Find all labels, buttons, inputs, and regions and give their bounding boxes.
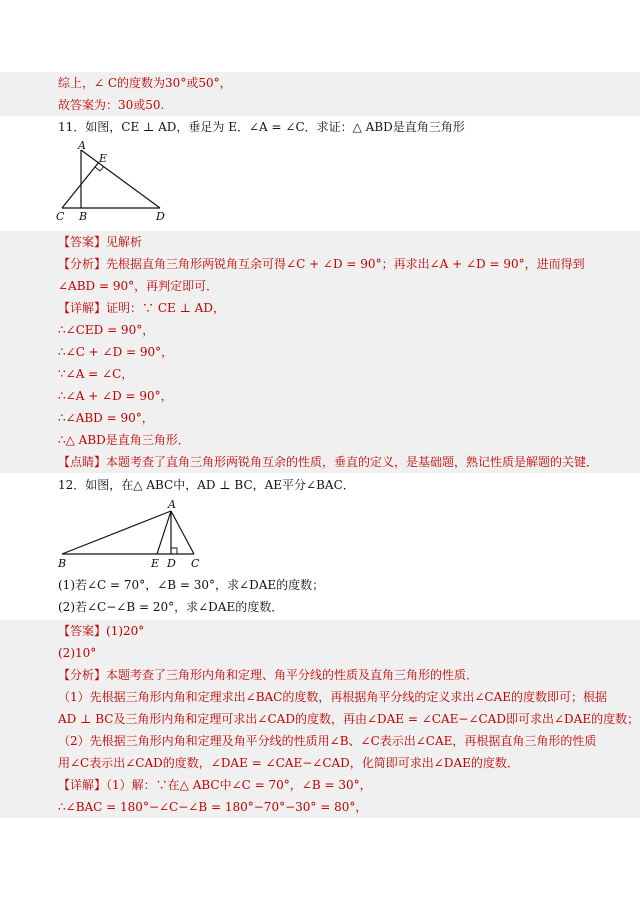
q12-analysis-line-1 <box>0 664 640 686</box>
q11-step-text-6: ∴△ ABD是直角三角形． <box>58 433 190 447</box>
q12-detail-tag: 【详解】 <box>58 778 107 792</box>
q11-detail-line <box>0 297 640 319</box>
q11-answer-text: 见解析 <box>106 235 143 249</box>
q11-step-5 <box>0 407 640 429</box>
q12-label-B: B <box>58 557 67 570</box>
q12-answer-line-1 <box>0 620 640 642</box>
prev-conclusion-line <box>0 72 640 94</box>
q12-label-A: A <box>168 498 176 511</box>
q12-answer-text-2: (2)10° <box>58 646 97 660</box>
q12-figure <box>52 496 212 572</box>
q11-step-text-5: ∴∠ABD = 90°， <box>58 411 154 425</box>
q11-step-6 <box>0 429 640 451</box>
q11-detail-text: 证明：∵ CE ⊥ AD， <box>106 301 225 315</box>
q11-comment-tag: 【点睛】 <box>58 455 107 469</box>
q12-analysis-text-1: 本题考查了三角形内角和定理、角平分线的性质及直角三角形的性质． <box>106 668 479 682</box>
q12-label-E: E <box>151 557 160 570</box>
q11-answer-tag: 【答案】 <box>58 235 107 249</box>
q11-label-A: A <box>78 140 86 152</box>
q11-detail-tag: 【详解】 <box>58 301 107 315</box>
q12-analysis-line-4 <box>0 730 640 752</box>
q12-analysis-text-2: （1）先根据三角形内角和定理求出∠BAC的度数，再根据角平分线的定义求出∠CAE的度数即可；根据 <box>58 690 608 704</box>
q12-analysis-line-2 <box>0 686 640 708</box>
q11-label-E: E <box>99 152 108 165</box>
q12-label-C: C <box>191 557 200 570</box>
q12-analysis-tag: 【分析】 <box>58 668 107 682</box>
q12-analysis-text-3: AD ⊥ BC及三角形内角和定理可求出∠CAD的度数，再由∠DAE = ∠CAE−∠CAD即可求出∠DAE的度数； <box>58 712 640 726</box>
q12-analysis-text-4: （2）先根据三角形内角和定理及角平分线的性质用∠B、∠C表示出∠CAE，再根据直角三角形的性质 <box>58 734 597 748</box>
q12-part2-text: (2)若∠C−∠B = 20°，求∠DAE的度数． <box>58 600 284 614</box>
q11-step-text-1: ∴∠CED = 90°， <box>58 323 155 337</box>
q11-figure <box>50 140 180 226</box>
prev-conclusion-text: 综上，∠ C的度数为30°或50°， <box>58 76 232 90</box>
q11-step-1 <box>0 319 640 341</box>
q11-question-text: 11．如图，CE ⊥ AD，垂足为 E．∠A = ∠C．求证：△ ABD是直角三角形 <box>58 120 465 134</box>
q11-comment-line <box>0 451 640 473</box>
q12-analysis-text-5: 用∠C表示出∠CAD的度数，∠DAE = ∠CAE−∠CAD，化简即可求出∠DAE的度数． <box>58 756 519 770</box>
q12-detail-text-2: ∴∠BAC = 180°−∠C−∠B = 180°−70°−30° = 80°， <box>58 800 368 814</box>
q12-analysis-line-5 <box>0 752 640 774</box>
q11-step-text-2: ∴∠C + ∠D = 90°， <box>58 345 174 359</box>
q12-answer-tag: 【答案】 <box>58 624 107 638</box>
q11-step-3 <box>0 363 640 385</box>
q12-part1-text: (1)若∠C = 70°，∠B = 30°，求∠DAE的度数； <box>58 578 325 592</box>
prev-answer-line <box>0 94 640 116</box>
q12-side-AC <box>171 511 194 554</box>
q11-analysis-text-1: 先根据直角三角形两锐角互余可得∠C + ∠D = 90°；再求出∠A + ∠D = 90°，进而得到 <box>106 257 585 271</box>
q11-analysis-line-2 <box>0 275 640 297</box>
q11-analysis-line-1 <box>0 253 640 275</box>
q11-label-B: B <box>79 210 88 223</box>
q12-analysis-line-3 <box>0 708 640 730</box>
q11-question-line <box>0 116 640 138</box>
q12-bisector-AE <box>157 511 171 554</box>
q11-comment-text: 本题考查了直角三角形两锐角互余的性质，垂直的定义，是基础题，熟记性质是解题的关键． <box>106 455 599 469</box>
q11-label-D: D <box>156 210 165 223</box>
q12-side-AB <box>62 511 171 554</box>
q11-step-text-4: ∴∠A + ∠D = 90°， <box>58 389 173 403</box>
q12-part2-line <box>0 596 640 618</box>
q12-detail-line-2 <box>0 796 640 818</box>
q11-analysis-text-2: ∠ABD = 90°，再判定即可． <box>58 279 219 293</box>
q12-label-D: D <box>167 557 176 570</box>
q11-step-2 <box>0 341 640 363</box>
prev-answer-text: 故答案为：30或50. <box>58 98 165 112</box>
q12-question-text: 12．如图，在△ ABC中，AD ⊥ BC，AE平分∠BAC． <box>58 478 355 492</box>
q11-answer-line <box>0 231 640 253</box>
q12-question-line <box>0 474 640 496</box>
q11-right-angle-mark <box>95 166 104 171</box>
q11-step-4 <box>0 385 640 407</box>
q11-step-text-3: ∵∠A = ∠C， <box>58 367 134 381</box>
q12-answer-text-1: (1)20° <box>106 624 145 638</box>
q12-detail-line-1 <box>0 774 640 796</box>
q11-analysis-tag: 【分析】 <box>58 257 107 271</box>
q12-answer-line-2 <box>0 642 640 664</box>
q11-side-AD <box>81 150 160 208</box>
q12-part1-line <box>0 574 640 596</box>
q11-label-C: C <box>56 210 65 223</box>
q12-right-angle-mark <box>171 548 177 554</box>
q12-detail-text-1: （1）解：∵在△ ABC中∠C = 70°，∠B = 30°， <box>106 778 372 792</box>
